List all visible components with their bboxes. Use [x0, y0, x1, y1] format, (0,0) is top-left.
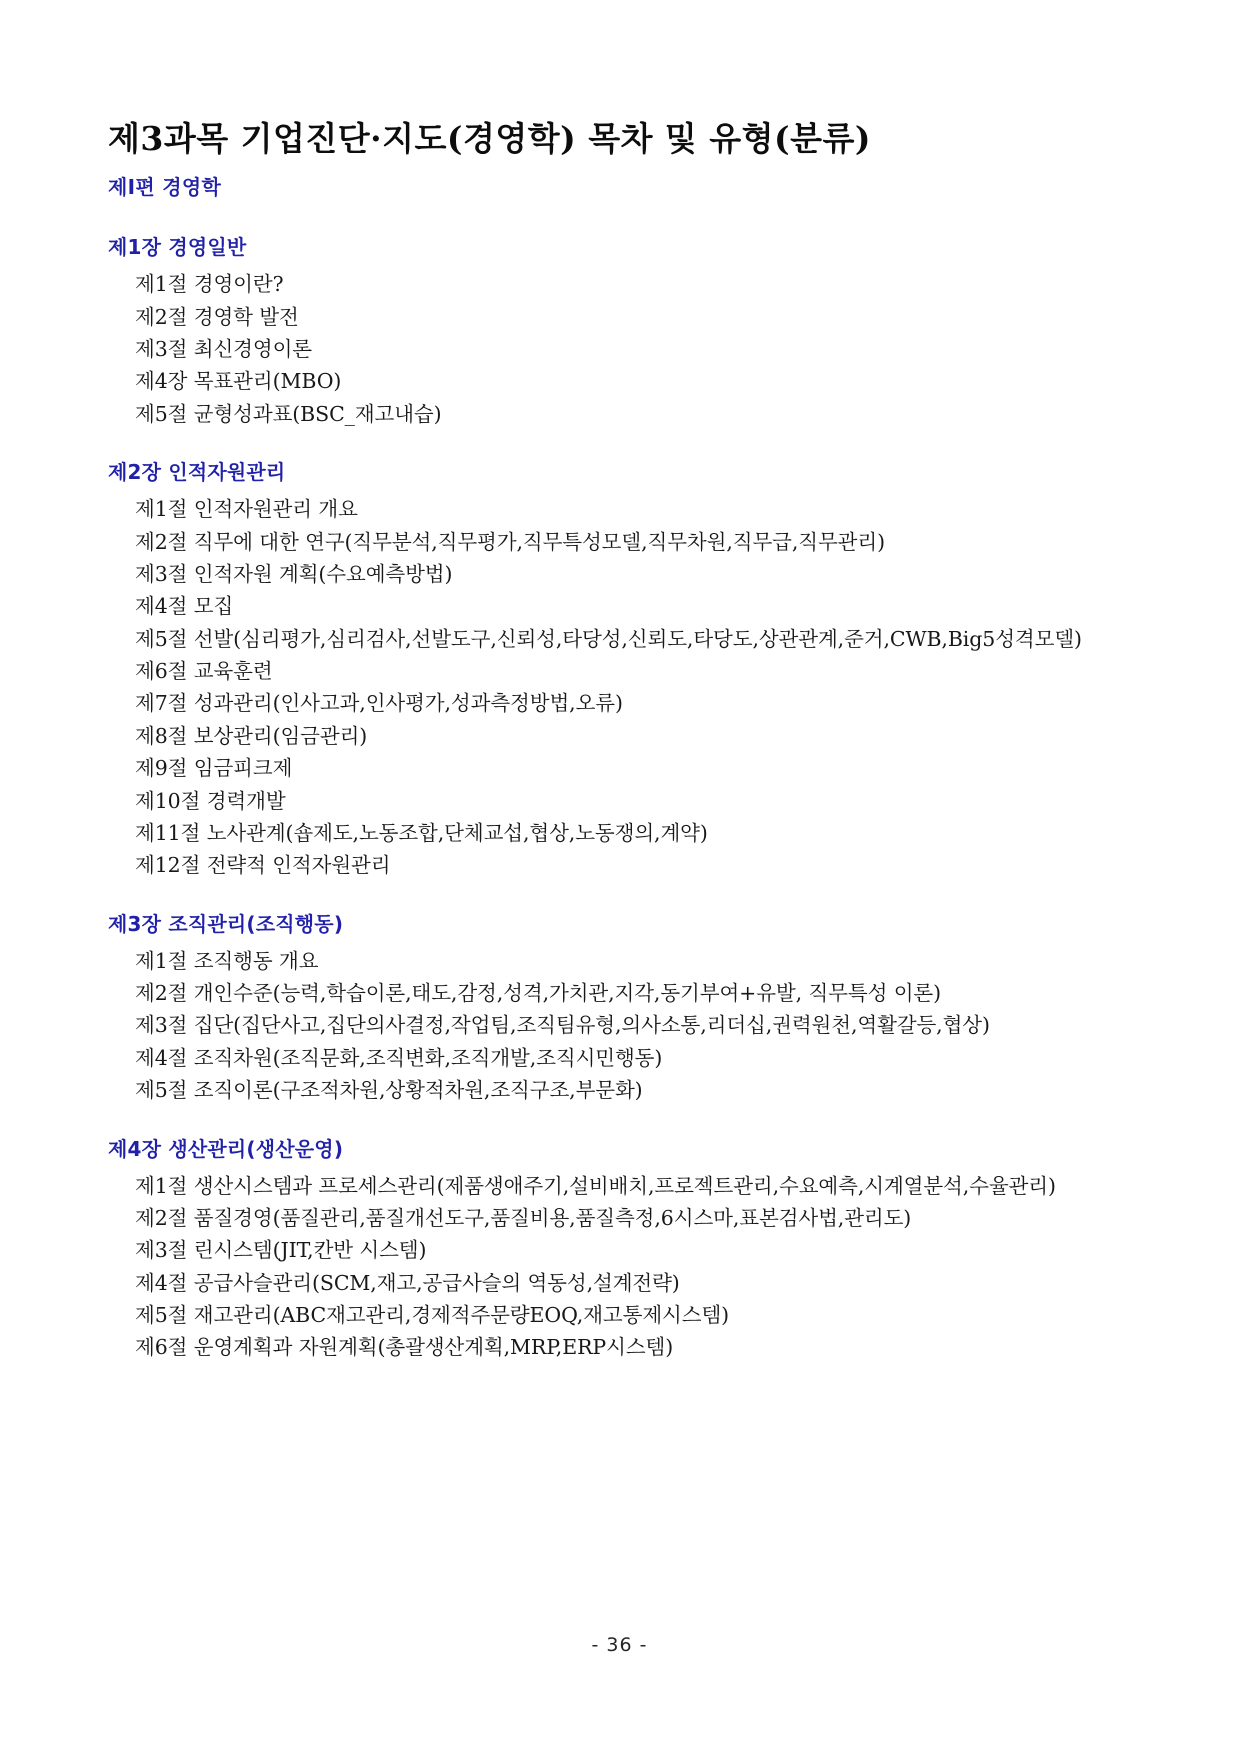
section-item: 제1절 경영이란? [135, 272, 284, 297]
section-item: 제4절 모집 [135, 594, 234, 619]
section-item: 제4장 목표관리(MBO) [135, 369, 342, 394]
section-list [108, 493, 1131, 882]
chapter-heading: 제2장 인적자원관리 [108, 460, 286, 485]
section-item: 제1절 조직행동 개요 [135, 948, 319, 973]
page-title: 제3과목 기업진단·지도(경영학) 목차 및 유형(분류) [108, 119, 872, 158]
section-item: 제2절 경영학 발전 [135, 304, 299, 329]
chapter-block [108, 458, 1131, 882]
section-item: 제1절 생산시스템과 프로세스관리(제품생애주기,설비배치,프로젝트관리,수요예측,시계열분석,수율관리) [135, 1173, 1056, 1198]
section-item: 제3절 집단(집단사고,집단의사결정,작업팀,조직팀유형,의사소통,리더십,권력원천,역활갈등,협상) [135, 1013, 990, 1038]
section-item: 제3절 인적자원 계획(수요예측방법) [135, 561, 453, 586]
section-item: 제2절 직무에 대한 연구(직무분석,직무평가,직무특성모델,직무차원,직무급,직무관리) [135, 529, 885, 554]
section-item: 제5절 선발(심리평가,심리검사,선발도구,신뢰성,타당성,신뢰도,타당도,상관관계,준거,CWB,Big5성격모델) [135, 626, 1082, 651]
section-item: 제6절 운영계획과 자원계획(총괄생산계획,MRP,ERP시스템) [135, 1335, 674, 1360]
section-item: 제7절 성과관리(인사고과,인사평가,성과측정방법,오류) [135, 691, 623, 716]
section-item: 제2절 품질경영(품질관리,품질개선도구,품질비용,품질측정,6시스마,표본검사법,관리도) [135, 1205, 912, 1230]
section-item: 제10절 경력개발 [135, 788, 286, 813]
page-number: - 36 - [591, 1634, 648, 1656]
section-item: 제12절 전략적 인적자원관리 [135, 853, 391, 878]
section-item: 제3절 최신경영이론 [135, 337, 312, 361]
chapter-block [108, 233, 1131, 430]
section-item: 제1절 인적자원관리 개요 [135, 497, 358, 522]
section-item: 제2절 개인수준(능력,학습이론,태도,감정,성격,가치관,지각,동기부여+유발, 직무특성 이론) [135, 981, 941, 1005]
chapter-list [108, 233, 1131, 1364]
section-item: 제3절 린시스템(JIT,칸반 시스템) [135, 1238, 427, 1263]
section-list [108, 945, 1131, 1107]
chapter-heading: 제4장 생산관리(생산운영) [108, 1136, 344, 1161]
section-item: 제6절 교육훈련 [135, 659, 273, 683]
section-list [108, 268, 1131, 430]
section-list [108, 1170, 1131, 1364]
chapter-heading: 제1장 경영일반 [108, 235, 247, 260]
section-item: 제8절 보상관리(임금관리) [135, 723, 368, 748]
section-item: 제5절 균형성과표(BSC_재고내습) [135, 401, 442, 426]
part-heading: 제Ⅰ편 경영학 [108, 175, 222, 200]
section-item: 제11절 노사관계(숍제도,노동조합,단체교섭,협상,노동쟁의,계약) [135, 820, 708, 845]
section-item: 제5절 조직이론(구조적차원,상황적차원,조직구조,부문화) [135, 1078, 643, 1103]
section-item: 제4절 공급사슬관리(SCM,재고,공급사슬의 역동성,설계전략) [135, 1270, 680, 1295]
chapter-block [108, 1135, 1131, 1364]
section-item: 제9절 임금피크제 [135, 756, 293, 781]
section-item: 제4절 조직차원(조직문화,조직변화,조직개발,조직시민행동) [135, 1045, 663, 1070]
section-item: 제5절 재고관리(ABC재고관리,경제적주문량EOQ,재고통제시스템) [135, 1303, 730, 1327]
chapter-block [108, 910, 1131, 1107]
chapter-heading: 제3장 조직관리(조직행동) [108, 911, 344, 936]
